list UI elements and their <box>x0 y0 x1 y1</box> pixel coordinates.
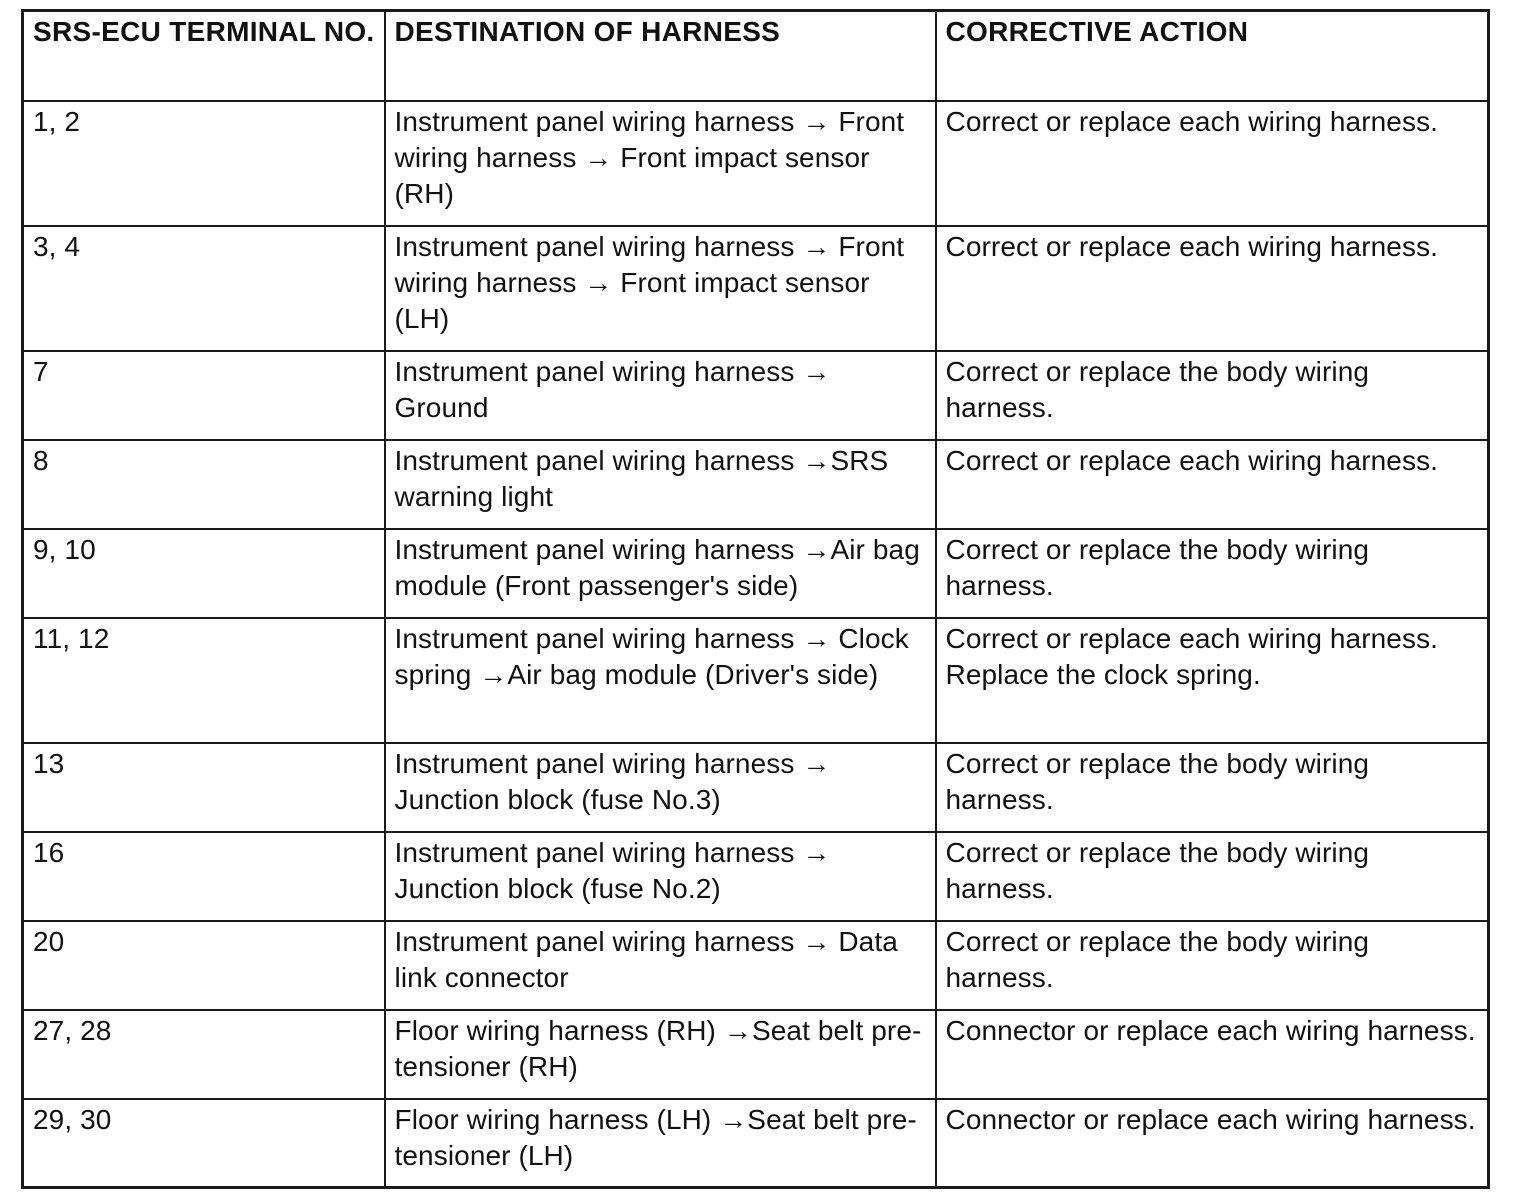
destination-cell: Instrument panel wiring harness → Front wiring harness → Front impact sensor (LH) <box>385 226 936 351</box>
table-row <box>23 529 1489 618</box>
action-cell: Correct or replace the body wiring harness. <box>936 832 1489 921</box>
action-cell: Connector or replace each wiring harness. <box>936 1010 1489 1099</box>
destination-cell: Instrument panel wiring harness →Air bag module (Front passenger's side) <box>385 529 936 618</box>
destination-cell: Instrument panel wiring harness → Clock spring →Air bag module (Driver's side) <box>385 618 936 743</box>
header-destination: DESTINATION OF HARNESS <box>385 11 936 101</box>
destination-cell: Instrument panel wiring harness → Data link connector <box>385 921 936 1010</box>
action-cell: Correct or replace the body wiring harness. <box>936 529 1489 618</box>
destination-cell: Instrument panel wiring harness → Front wiring harness → Front impact sensor (RH) <box>385 101 936 226</box>
action-cell: Correct or replace the body wiring harness. <box>936 921 1489 1010</box>
action-cell: Correct or replace each wiring harness. <box>936 226 1489 351</box>
action-cell: Correct or replace the body wiring harness. <box>936 743 1489 832</box>
terminal-cell: 29, 30 <box>23 1099 385 1188</box>
destination-cell: Instrument panel wiring harness → Junction block (fuse No.3) <box>385 743 936 832</box>
table-row <box>23 101 1489 226</box>
action-cell: Correct or replace each wiring harness. <box>936 101 1489 226</box>
destination-cell: Floor wiring harness (RH) →Seat belt pre-tensioner (RH) <box>385 1010 936 1099</box>
table-row <box>23 832 1489 921</box>
destination-cell: Instrument panel wiring harness →SRS warning light <box>385 440 936 529</box>
action-cell: Correct or replace each wiring harness. Replace the clock spring. <box>936 618 1489 743</box>
terminal-cell: 11, 12 <box>23 618 385 743</box>
table-row <box>23 1010 1489 1099</box>
terminal-cell: 8 <box>23 440 385 529</box>
terminal-cell: 16 <box>23 832 385 921</box>
table-header-row <box>23 11 1489 101</box>
table-row <box>23 440 1489 529</box>
terminal-cell: 13 <box>23 743 385 832</box>
terminal-cell: 9, 10 <box>23 529 385 618</box>
action-cell: Correct or replace each wiring harness. <box>936 440 1489 529</box>
table-row <box>23 743 1489 832</box>
terminal-cell: 20 <box>23 921 385 1010</box>
srs-ecu-terminal-table <box>21 9 1490 1189</box>
terminal-cell: 27, 28 <box>23 1010 385 1099</box>
destination-cell: Floor wiring harness (LH) →Seat belt pre-tensioner (LH) <box>385 1099 936 1188</box>
document-page <box>21 9 1490 1189</box>
destination-cell: Instrument panel wiring harness → Ground <box>385 351 936 440</box>
table-row <box>23 351 1489 440</box>
terminal-cell: 1, 2 <box>23 101 385 226</box>
table-row <box>23 921 1489 1010</box>
action-cell: Correct or replace the body wiring harness. <box>936 351 1489 440</box>
table-row <box>23 618 1489 743</box>
action-cell: Connector or replace each wiring harness. <box>936 1099 1489 1188</box>
terminal-cell: 7 <box>23 351 385 440</box>
table-row <box>23 1099 1489 1188</box>
destination-cell: Instrument panel wiring harness → Junction block (fuse No.2) <box>385 832 936 921</box>
table-row <box>23 226 1489 351</box>
header-action: CORRECTIVE ACTION <box>936 11 1489 101</box>
terminal-cell: 3, 4 <box>23 226 385 351</box>
header-terminal: SRS-ECU TERMINAL NO. <box>23 11 385 101</box>
